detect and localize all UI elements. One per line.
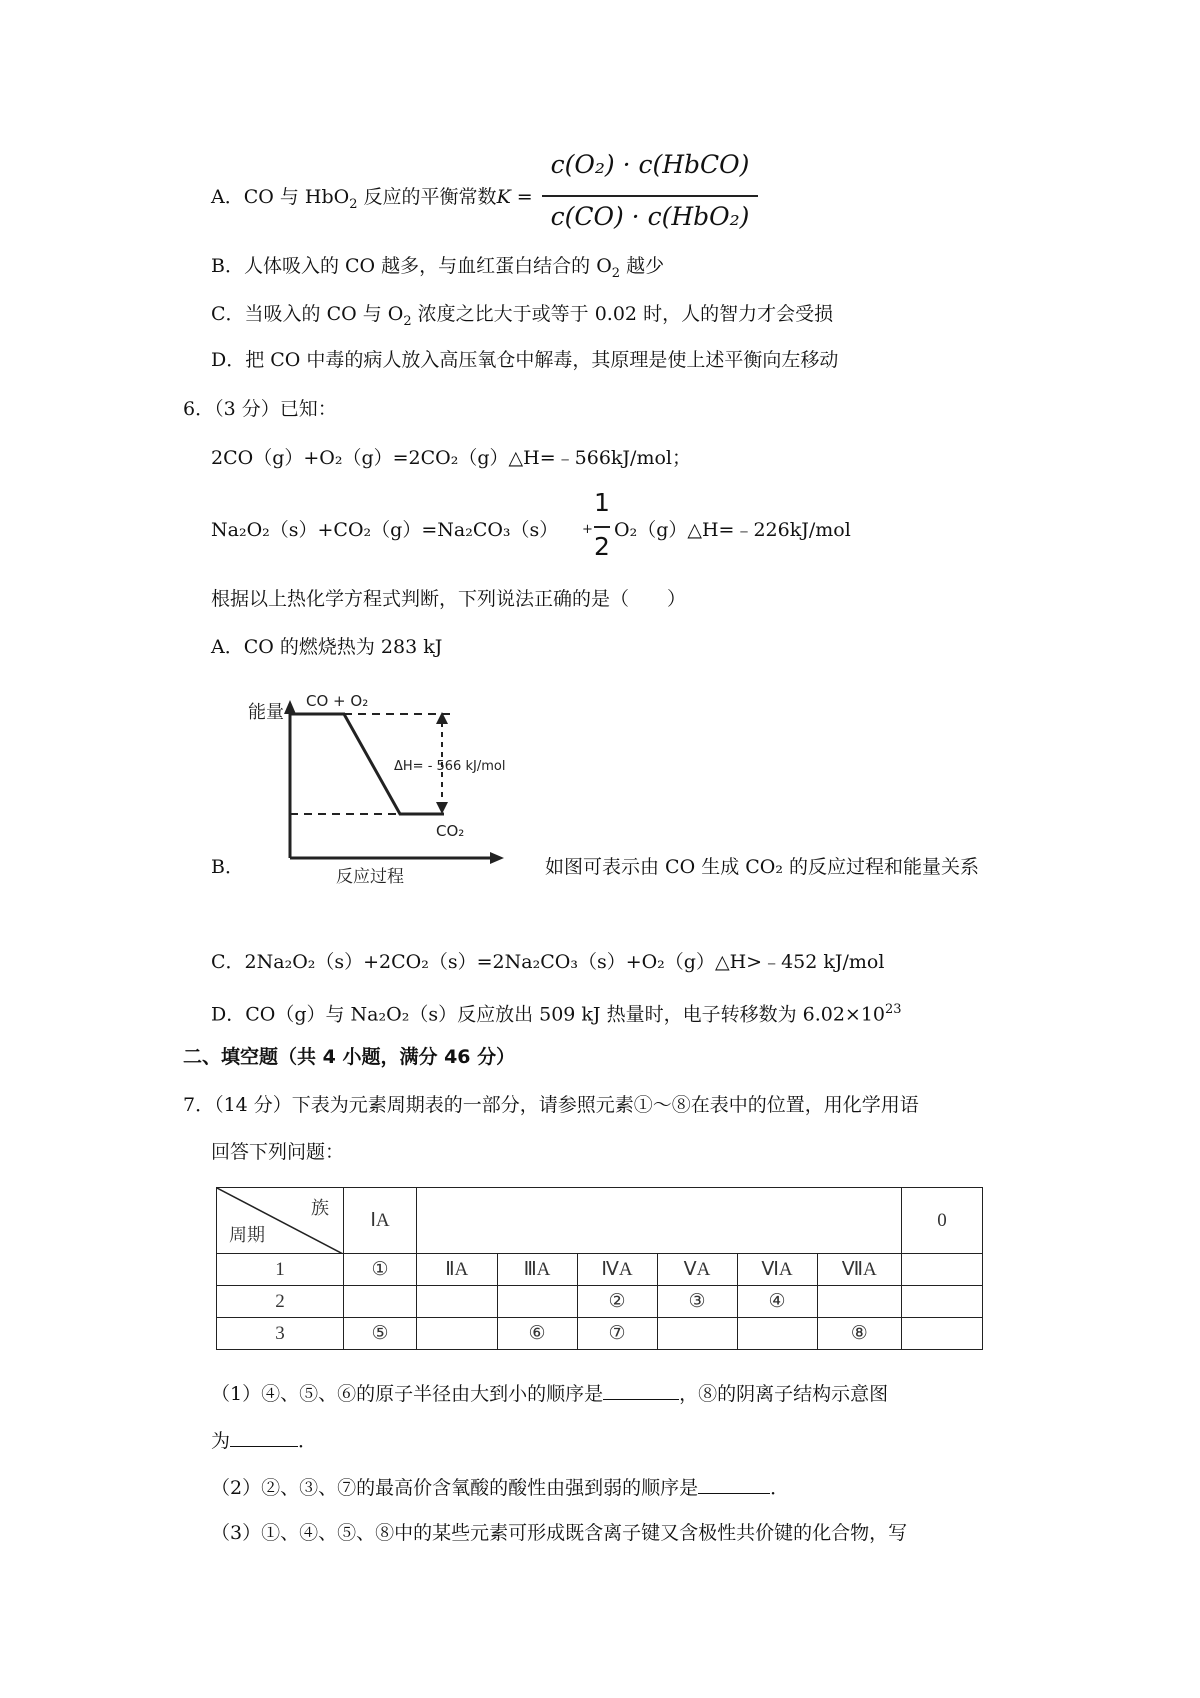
group-header-0: 0 [902,1188,983,1254]
group-header-3a: ⅢA [497,1254,577,1286]
answer-blank[interactable] [698,1475,770,1494]
element-cell [344,1286,417,1318]
period-label: 3 [217,1318,344,1350]
period-label: 2 [217,1286,344,1318]
q5-fraction-denominator: c(CO) · c(HbO₂) [550,202,750,231]
k-symbol: K = [496,186,533,208]
q6-option-b-text: 如图可表示由 CO 生成 CO₂ 的反应过程和能量关系 [545,856,980,878]
diagram-x-label: 反应过程 [336,867,404,887]
answer-blank[interactable] [230,1428,298,1447]
q5-fraction-numerator: c(O₂) · c(HbCO) [550,150,750,179]
group-header-2a: ⅡA [417,1254,498,1286]
group-header-4a: ⅣA [577,1254,657,1286]
q6-question: 根据以上热化学方程式判断，下列说法正确的是（ ） [211,588,687,610]
element-cell [902,1318,983,1350]
periodic-table [216,1187,983,1350]
element-cell [417,1318,498,1350]
element-cell [817,1286,902,1318]
q6-stem: 6．（3 分）已知： [183,398,337,420]
diagram-top-label: CO + O₂ [306,692,369,710]
q6-equation-2-right: O₂（g）△H=﹣226kJ/mol [614,519,851,541]
answer-blank[interactable] [603,1381,679,1400]
q7-stem-line-2: 回答下列问题： [211,1141,345,1163]
q7-part-1-line-2: 为 ． [211,1430,318,1452]
q6-option-c: C．2Na₂O₂（s）+2CO₂（s）=2Na₂CO₃（s）+O₂（g）△H>﹣452 kJ/mol [211,951,885,973]
group-header-7a: ⅦA [817,1254,902,1286]
element-cell: ⑦ [577,1318,657,1350]
element-cell [657,1318,737,1350]
section-title: 二、填空题（共 4 小题，满分 46 分） [183,1046,516,1068]
q6-half-denominator: 2 [594,532,610,561]
element-cell: ④ [737,1286,817,1318]
q6-equation-2-plus: + [582,522,593,537]
q6-option-a: A．CO 的燃烧热为 283 kJ [211,636,443,658]
diagram-y-label: 能量 [248,702,284,723]
q5-option-d: D．把 CO 中毒的病人放入高压氧仓中解毒，其原理是使上述平衡向左移动 [211,349,839,371]
q7-part-2: （2）②、③、⑦的最高价含氧酸的酸性由强到弱的顺序是 ． [211,1477,790,1499]
q6-half-bar [594,526,610,528]
element-cell [737,1318,817,1350]
element-cell: ⑥ [497,1318,577,1350]
corner-period-label: 周期 [229,1225,265,1246]
table-corner-cell [217,1188,344,1254]
q6-equation-2-left: Na₂O₂（s）+CO₂（g）=Na₂CO₃（s） [211,519,559,541]
element-cell: ③ [657,1286,737,1318]
group-header-6a: ⅥA [737,1254,817,1286]
element-cell: ⑧ [817,1318,902,1350]
q6-equation-1: 2CO（g）+O₂（g）=2CO₂（g）△H=﹣566kJ/mol； [211,447,691,469]
diagram-bottom-label: CO₂ [436,822,465,840]
energy-diagram [240,690,540,900]
q5-fraction-bar [542,195,758,197]
group-header-5a: ⅤA [657,1254,737,1286]
period-label: 1 [217,1254,344,1286]
q6-half-numerator: 1 [594,488,610,517]
q5-option-c: C．当吸入的 CO 与 $O_2$ 浓度之比大于或等于 0.02 时，人的智力才会受损 [211,303,834,329]
q5-option-a: A．CO 与 HbO$_2$ 反应的平衡常数K = [211,186,533,212]
q6-option-b-letter: B． [211,856,244,878]
element-cell: ① [344,1254,417,1286]
element-cell: ⑤ [344,1318,417,1350]
element-cell [497,1286,577,1318]
diagram-dh-label: ΔH= - 566 kJ/mol [394,759,506,774]
corner-group-label: 族 [311,1198,329,1219]
q7-part-3: （3）①、④、⑤、⑧中的某些元素可形成既含离子键又含极性共价键的化合物，写 [211,1522,908,1544]
element-cell [902,1286,983,1318]
element-cell [902,1254,983,1286]
q5-option-b: B．人体吸入的 CO 越多，与血红蛋白结合的 $O_2$ 越少 [211,255,665,281]
element-cell: ② [577,1286,657,1318]
q7-part-1-line-1: （1）④、⑤、⑥的原子半径由大到小的顺序是 ，⑧的阴离子结构示意图 [211,1383,889,1405]
group-header-1a: ⅠA [344,1188,417,1254]
element-cell [417,1286,498,1318]
q7-stem-line-1: 7．（14 分）下表为元素周期表的一部分，请参照元素①～⑧在表中的位置，用化学用语 [183,1094,919,1116]
q6-option-d: D．CO（g）与 Na₂O₂（s）反应放出 509 kJ 热量时，电子转移数为 $6.02\times 10^{23}$ [211,1002,902,1026]
